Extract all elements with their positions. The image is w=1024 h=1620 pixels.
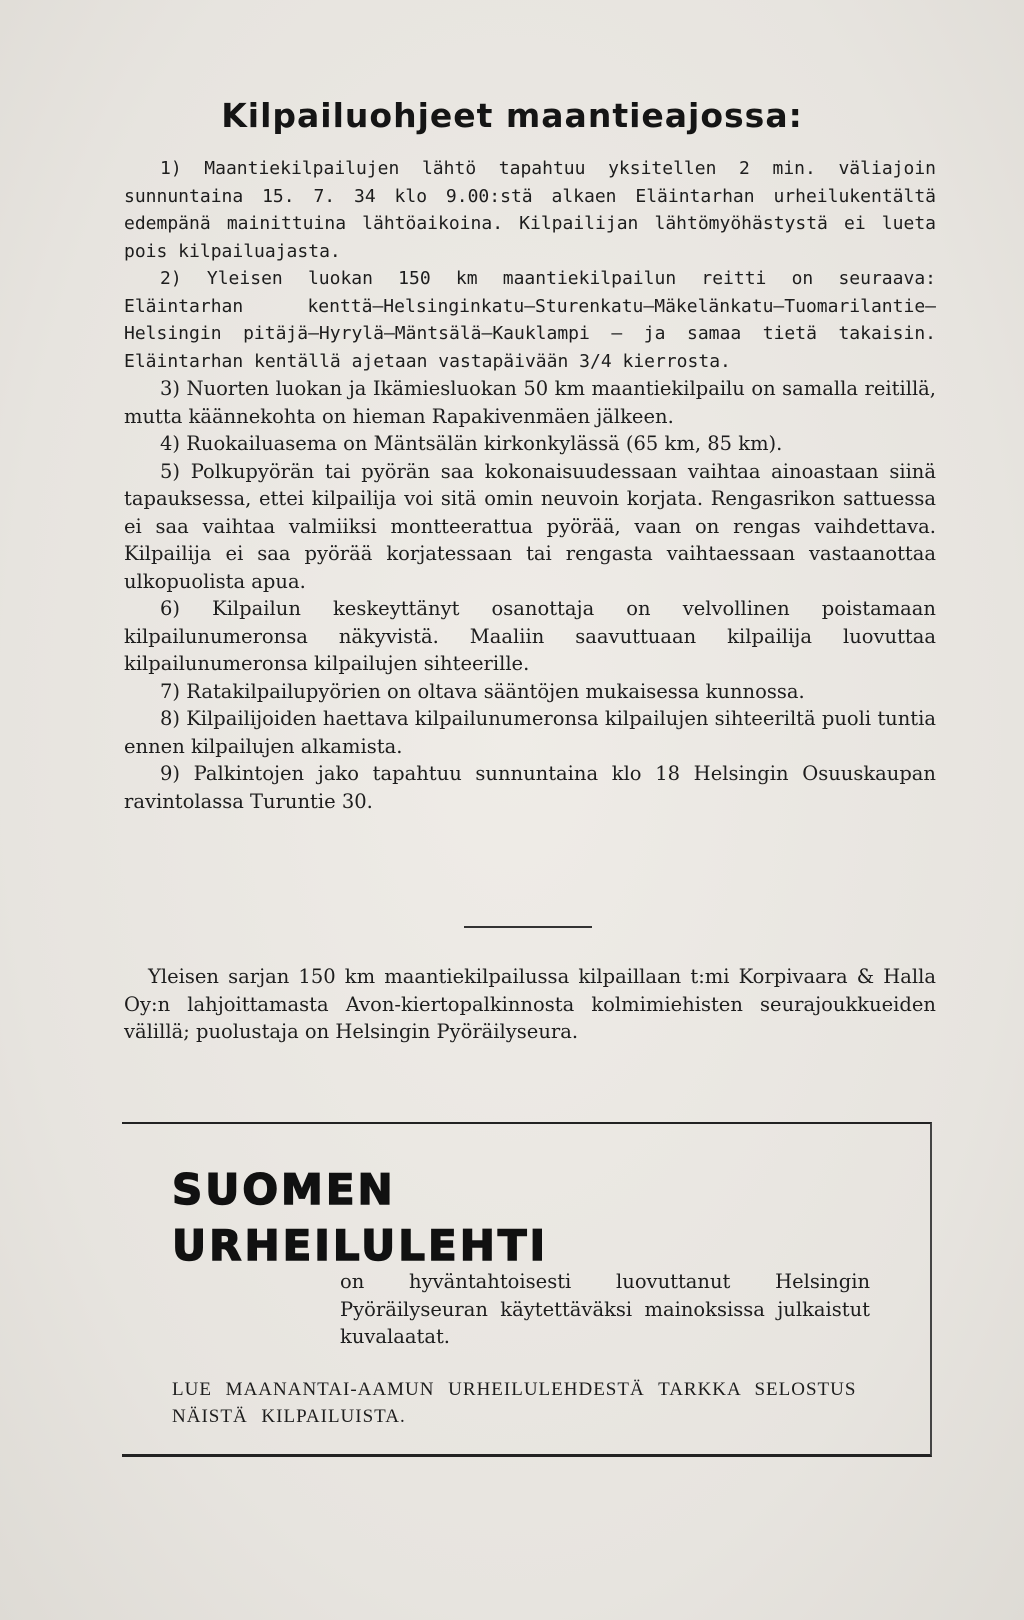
rules-list	[124, 155, 936, 815]
section-divider	[464, 926, 592, 928]
rule-5: 5) Polkupyörän tai pyörän saa kokonaisuudessaan vaihtaa ainoastaan siinä tapauksessa, ettei kilpailija voi sitä omin neuvoin korjata. Rengasrikon sattuessa ei saa vaihtaa valmiiksi montteerattua pyörää, vaan on rengas vaihdettava. Kilpailija ei saa pyörää korjatessaan tai rengasta vaihtaessaan vastaanottaa ulkopuolista apua.	[124, 459, 936, 593]
logo-line-2: URHEILULEHTI	[172, 1221, 549, 1270]
sponsor-paragraph	[124, 963, 936, 1046]
rule-3: 3) Nuorten luokan ja Ikämiesluokan 50 km maantiekilpailu on samalla reitillä, mutta käännekohta on hieman Rapakivenmäen jälkeen.	[124, 377, 936, 428]
rule-1: 1) Maantiekilpailujen lähtö tapahtuu yksitellen 2 min. väliajoin sunnuntaina 15. 7. 34 klo 9.00:stä alkaen Eläintarhan urheilukentältä edempänä mainittuina lähtöaikoina. Kilpailijan lähtömyöhästystä ei lueta pois kilpailuajasta.	[124, 158, 936, 262]
advertisement-box	[122, 1122, 932, 1457]
rule-6: 6) Kilpailun keskeyttänyt osanottaja on velvollinen poistamaan kilpailunumeronsa näkyvistä. Maaliin saavuttuaan kilpailija luovuttaa kilpailunumeronsa kilpailujen sihteerille.	[124, 597, 936, 675]
sponsor-text: Yleisen sarjan 150 km maantiekilpailussa kilpaillaan t:mi Korpivaara & Halla Oy:n lahjoittamasta Avon-kiertopalkinnosta kolmimiehisten seurajoukkueiden välillä; puolustaja on Helsingin Pyöräilyseura.	[124, 965, 936, 1043]
rule-2: 2) Yleisen luokan 150 km maantiekilpailun reitti on seuraava: Eläintarhan kenttä—Helsinginkatu—Sturenkatu—Mäkelänkatu—Tuomarilantie—Helsingin pitäjä—Hyrylä—Mäntsälä—Kauklampi — ja samaa tietä takaisin. Eläintarhan kentällä ajetaan vastapäivään 3/4 kierrosta.	[124, 268, 936, 372]
rule-9: 9) Palkintojen jako tapahtuu sunnuntaina klo 18 Helsingin Osuuskaupan ravintolassa Turuntie 30.	[124, 762, 936, 813]
logo-line-1: SUOMEN	[172, 1165, 396, 1214]
page-title: Kilpailuohjeet maantieajossa:	[221, 96, 803, 135]
rule-7: 7) Ratakilpailupyörien on oltava sääntöjen mukaisessa kunnossa.	[160, 679, 805, 703]
rule-4: 4) Ruokailuasema on Mäntsälän kirkonkylässä (65 km, 85 km).	[160, 432, 783, 455]
newspaper-logo	[172, 1162, 548, 1274]
ad-description: on hyväntahtoisesti luovuttanut Helsingin Pyöräilyseuran käytettäväksi mainoksissa julkaistut kuvalaatat.	[340, 1270, 870, 1348]
rule-8: 8) Kilpailijoiden haettava kilpailunumeronsa kilpailujen sihteeriltä puoli tuntia ennen kilpailujen alkamista.	[124, 707, 936, 758]
ad-footer: LUE MAANANTAI-AAMUN URHEILULEHDESTÄ TARKKA SELOSTUS NÄISTÄ KILPAILUISTA.	[172, 1379, 857, 1427]
